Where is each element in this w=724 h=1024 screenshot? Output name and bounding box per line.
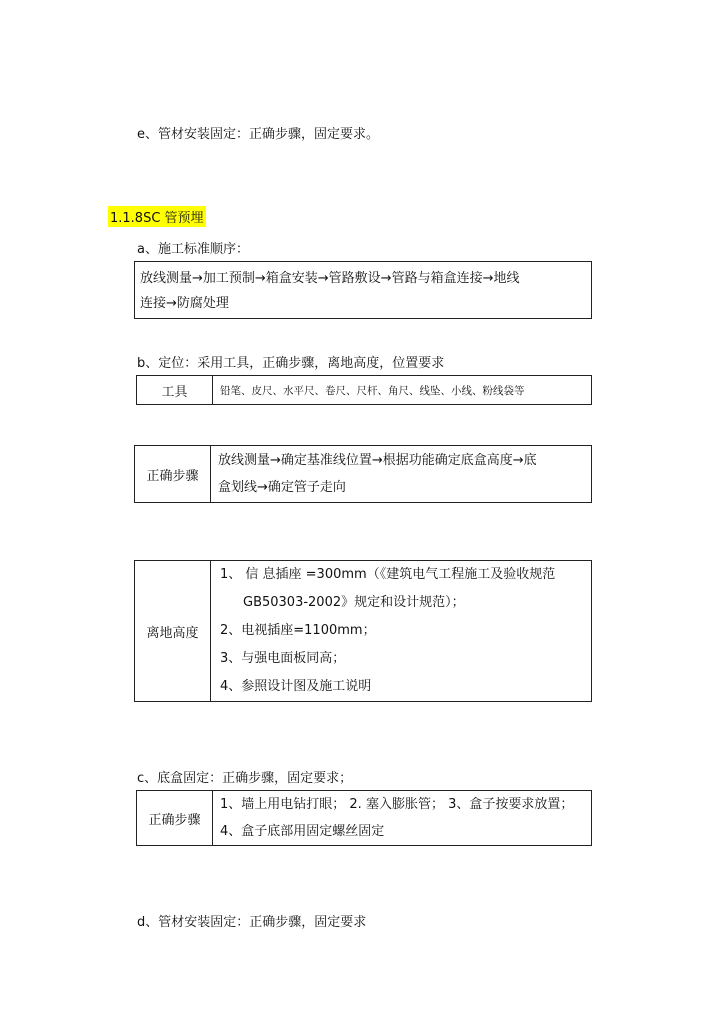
section-heading: 1.1.8SC 管预埋 [108,206,206,227]
height-value [211,561,592,702]
steps-line-1: 放线测量→确定基准线位置→根据功能确定底盒高度→底 [218,453,537,468]
sequence-line-1: 放线测量→加工预制→箱盒安装→管路敷设→管路与箱盒连接→地线 [140,271,520,286]
c-steps-line-2: 4、盒子底部用固定螺丝固定 [220,824,385,839]
label-c: c、底盒固定：正确步骤，固定要求； [137,771,353,786]
c-steps-line-1: 1、墙上用电钻打眼； 2. 塞入膨胀管； 3、盒子按要求放置； [220,797,574,812]
height-line-4: 3、与强电面板同高； [220,651,346,666]
steps-line-2: 盒划线→确定管子走向 [218,480,346,495]
steps-table [134,445,592,503]
height-line-1: 1、 信 息插座 =300mm（《建筑电气工程施工及验收规范 [220,567,556,582]
line-e: e、管材安装固定：正确步骤，固定要求。 [137,127,379,142]
tools-value: 铅笔、皮尺、水平尺、卷尺、尺杆、角尺、线坠、小线、粉线袋等 [213,376,592,405]
label-a: a、施工标准顺序： [137,242,249,257]
height-line-2: GB50303-2002》规定和设计规范）； [243,595,465,610]
c-steps-table [136,790,592,846]
tools-table [136,375,592,405]
height-label: 离地高度 [135,561,211,702]
height-line-5: 4、参照设计图及施工说明 [220,679,372,694]
sequence-box [134,261,592,319]
sequence-line-2: 连接→防腐处理 [140,296,229,311]
c-steps-value [213,791,592,846]
tools-label: 工具 [137,376,213,405]
steps-value [211,446,592,503]
height-table [134,560,592,702]
c-steps-label: 正确步骤 [137,791,213,846]
label-d: d、管材安装固定：正确步骤，固定要求 [137,915,367,930]
steps-label: 正确步骤 [135,446,211,503]
label-b: b、定位：采用工具，正确步骤，离地高度，位置要求 [137,356,445,371]
height-line-3: 2、电视插座=1100mm； [220,623,376,638]
